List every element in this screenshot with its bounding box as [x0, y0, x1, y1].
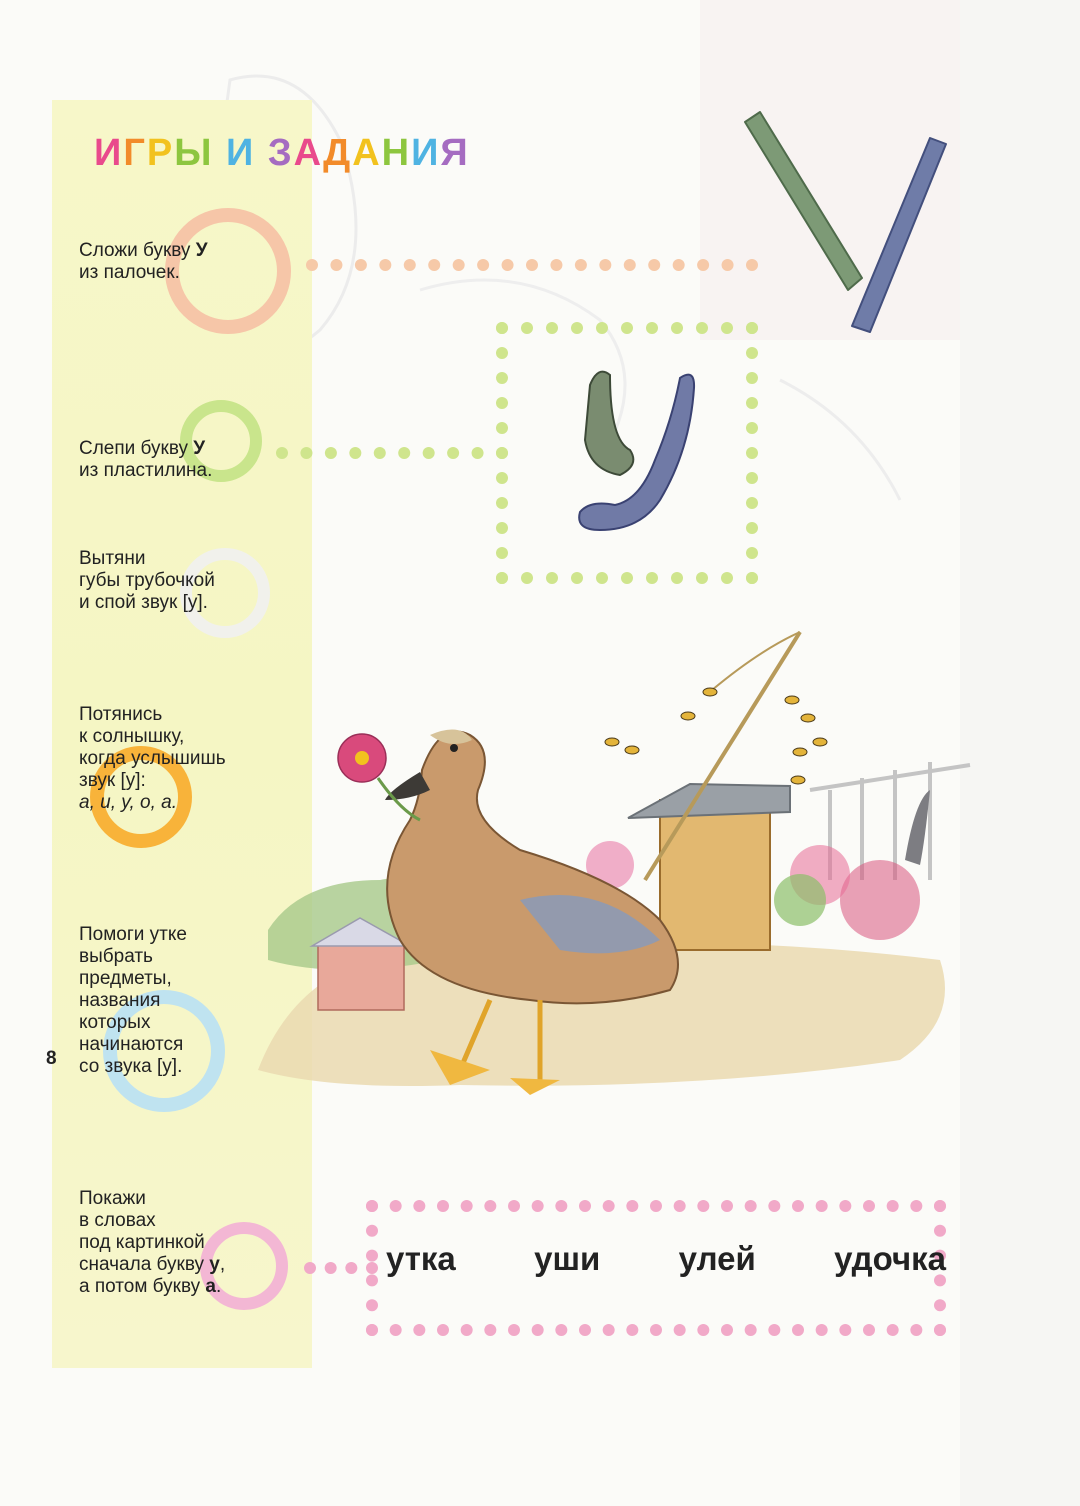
- dot: [325, 1262, 337, 1274]
- dot: [477, 259, 489, 271]
- dot: [484, 1324, 496, 1336]
- dot: [496, 572, 508, 584]
- dot: [603, 1324, 615, 1336]
- dot: [300, 447, 312, 459]
- dot: [437, 1200, 449, 1212]
- title-letter: Я: [440, 132, 470, 174]
- dot: [502, 259, 514, 271]
- task-4: Потянись к солнышку, когда услышишь звук [у]: а, и, у, о, а.: [79, 704, 226, 813]
- dot: [366, 1250, 378, 1262]
- dot: [349, 447, 361, 459]
- dot: [768, 1324, 780, 1336]
- dot: [746, 372, 758, 384]
- dot: [496, 447, 508, 459]
- dot: [521, 572, 533, 584]
- dot: [532, 1324, 544, 1336]
- dot: [887, 1200, 899, 1212]
- sticks-letter-u-icon: [745, 112, 946, 332]
- dot: [276, 447, 288, 459]
- dot: [863, 1200, 875, 1212]
- dot: [374, 447, 386, 459]
- dot: [746, 447, 758, 459]
- dot: [746, 347, 758, 359]
- dot: [521, 322, 533, 334]
- dot: [697, 1200, 709, 1212]
- dot: [839, 1200, 851, 1212]
- dot: [496, 522, 508, 534]
- task-3: Вытяни губы трубочкой и спой звук [у].: [79, 548, 215, 613]
- dot: [648, 259, 660, 271]
- dot: [746, 497, 758, 509]
- dot: [624, 259, 636, 271]
- dot: [508, 1200, 520, 1212]
- dot: [816, 1324, 828, 1336]
- dot: [379, 259, 391, 271]
- task-2: Слепи букву У из пластилина.: [79, 438, 213, 481]
- task-1: Сложи букву У из палочек.: [79, 240, 208, 283]
- dot: [366, 1200, 378, 1212]
- dot: [674, 1324, 686, 1336]
- dot: [650, 1324, 662, 1336]
- dot: [345, 1262, 357, 1274]
- dot: [330, 259, 342, 271]
- dot: [646, 572, 658, 584]
- dot: [366, 1299, 378, 1311]
- page-number: 8: [46, 1048, 57, 1069]
- word: утка: [386, 1240, 456, 1277]
- dot: [398, 447, 410, 459]
- dot: [555, 1200, 567, 1212]
- dot: [603, 1200, 615, 1212]
- dot: [413, 1200, 425, 1212]
- dot: [721, 572, 733, 584]
- title-letter: И: [225, 132, 256, 174]
- dot: [934, 1225, 946, 1237]
- dot: [721, 322, 733, 334]
- dot: [626, 1324, 638, 1336]
- dot: [496, 397, 508, 409]
- dot: [546, 572, 558, 584]
- dot: [910, 1200, 922, 1212]
- dot: [746, 522, 758, 534]
- dot: [366, 1225, 378, 1237]
- dot: [496, 472, 508, 484]
- dot: [863, 1324, 875, 1336]
- dot: [571, 572, 583, 584]
- dot: [696, 322, 708, 334]
- dot: [579, 1324, 591, 1336]
- title-letter: Р: [146, 132, 175, 174]
- dot: [306, 259, 318, 271]
- dot: [447, 447, 459, 459]
- dot: [646, 322, 658, 334]
- dot: [746, 259, 758, 271]
- dot: [496, 497, 508, 509]
- title-letter: А: [293, 132, 324, 174]
- title-letter: Д: [323, 132, 353, 174]
- dot: [887, 1324, 899, 1336]
- dot: [508, 1324, 520, 1336]
- dot: [526, 259, 538, 271]
- dot: [696, 572, 708, 584]
- dot: [673, 259, 685, 271]
- dot: [934, 1324, 946, 1336]
- dot: [746, 547, 758, 559]
- dot: [428, 259, 440, 271]
- title-letter: И: [94, 132, 124, 174]
- title-letter: З: [267, 132, 294, 174]
- dot: [390, 1200, 402, 1212]
- dot: [555, 1324, 567, 1336]
- dot: [697, 259, 709, 271]
- dot: [546, 322, 558, 334]
- word: улей: [678, 1240, 756, 1277]
- dot: [461, 1200, 473, 1212]
- dot: [496, 422, 508, 434]
- dot: [934, 1200, 946, 1212]
- dot: [746, 422, 758, 434]
- dot: [550, 259, 562, 271]
- word-list: [386, 1240, 946, 1278]
- dot: [472, 447, 484, 459]
- dot: [674, 1200, 686, 1212]
- dot: [671, 572, 683, 584]
- dot: [404, 259, 416, 271]
- dot: [496, 547, 508, 559]
- dot: [792, 1200, 804, 1212]
- word: удочка: [834, 1240, 946, 1277]
- dot: [423, 447, 435, 459]
- dot: [621, 322, 633, 334]
- title-letter: И: [411, 132, 441, 174]
- title-letter: Н: [381, 132, 412, 174]
- dot: [496, 347, 508, 359]
- dot: [768, 1200, 780, 1212]
- dot: [621, 572, 633, 584]
- dot: [746, 472, 758, 484]
- dot: [461, 1324, 473, 1336]
- dot: [816, 1200, 828, 1212]
- dot: [453, 259, 465, 271]
- dot: [484, 1200, 496, 1212]
- dot: [745, 1324, 757, 1336]
- dot: [721, 1324, 733, 1336]
- dot: [839, 1324, 851, 1336]
- dot: [496, 372, 508, 384]
- dot: [304, 1262, 316, 1274]
- duck-illustration-icon: [258, 632, 970, 1095]
- dot: [390, 1324, 402, 1336]
- dot: [626, 1200, 638, 1212]
- dot: [579, 1200, 591, 1212]
- task-6: Покажи в словах под картинкой сначала букву у, а потом букву а.: [79, 1188, 226, 1297]
- dot: [934, 1299, 946, 1311]
- word: уши: [534, 1240, 601, 1277]
- dot: [746, 397, 758, 409]
- dot: [575, 259, 587, 271]
- dot: [910, 1324, 922, 1336]
- dot: [596, 572, 608, 584]
- dot: [746, 572, 758, 584]
- dot: [722, 259, 734, 271]
- dot: [437, 1324, 449, 1336]
- dot: [366, 1262, 378, 1274]
- dot: [671, 322, 683, 334]
- dot: [721, 1200, 733, 1212]
- dot: [746, 322, 758, 334]
- title-letter: Г: [123, 132, 147, 174]
- dot: [325, 447, 337, 459]
- dot: [413, 1324, 425, 1336]
- title-letter: А: [352, 132, 382, 174]
- dot: [571, 322, 583, 334]
- dot: [532, 1200, 544, 1212]
- dot: [496, 322, 508, 334]
- dot: [596, 322, 608, 334]
- dot: [650, 1200, 662, 1212]
- dot: [355, 259, 367, 271]
- dot: [366, 1274, 378, 1286]
- task-5: Помоги утке выбрать предметы, названия которых начинаются со звука [у].: [79, 924, 187, 1077]
- title-letter: Ы: [174, 132, 214, 174]
- dot: [599, 259, 611, 271]
- dot: [366, 1324, 378, 1336]
- dot: [792, 1324, 804, 1336]
- dot: [697, 1324, 709, 1336]
- dot: [745, 1200, 757, 1212]
- plasticine-letter-u-icon: [579, 372, 694, 530]
